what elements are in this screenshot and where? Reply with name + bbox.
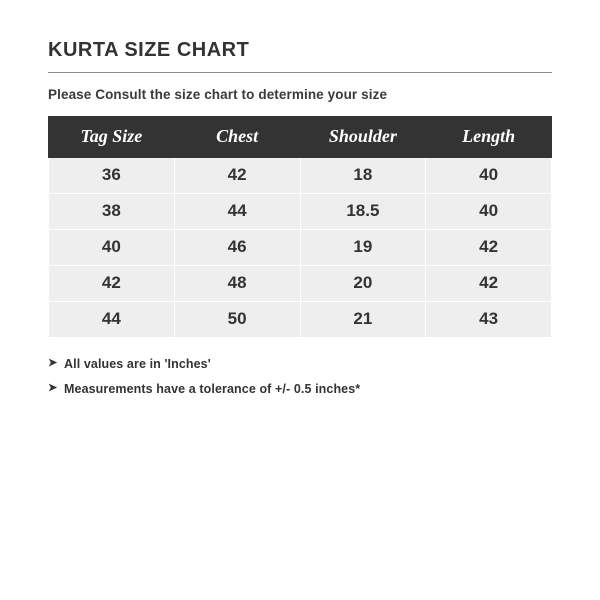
column-header-chest: Chest: [174, 117, 300, 158]
cell-shoulder: 18.5: [300, 194, 426, 230]
cell-length: 42: [426, 266, 552, 302]
cell-length: 40: [426, 194, 552, 230]
cell-tag-size: 42: [49, 266, 175, 302]
note-item: [48, 381, 552, 397]
size-chart-table: [48, 116, 552, 338]
cell-tag-size: 38: [49, 194, 175, 230]
page-title: KURTA SIZE CHART: [48, 39, 250, 61]
table-row: [49, 230, 552, 266]
table-header: [49, 117, 552, 158]
note-text: Measurements have a tolerance of +/- 0.5 inches*: [64, 382, 361, 397]
column-header-length: Length: [426, 117, 552, 158]
note-item: [48, 356, 552, 372]
cell-shoulder: 18: [300, 158, 426, 194]
notes-list: [48, 356, 552, 398]
table-header-row: [49, 117, 552, 158]
table-row: [49, 266, 552, 302]
table-body: [49, 158, 552, 338]
cell-chest: 46: [174, 230, 300, 266]
cell-length: 40: [426, 158, 552, 194]
column-header-tag-size: Tag Size: [49, 117, 175, 158]
table-row: [49, 302, 552, 338]
cell-chest: 42: [174, 158, 300, 194]
page-subtitle: Please Consult the size chart to determine your size: [48, 87, 388, 102]
cell-shoulder: 19: [300, 230, 426, 266]
cell-tag-size: 40: [49, 230, 175, 266]
cell-tag-size: 36: [49, 158, 175, 194]
cell-shoulder: 21: [300, 302, 426, 338]
column-header-shoulder: Shoulder: [300, 117, 426, 158]
cell-shoulder: 20: [300, 266, 426, 302]
table-row: [49, 158, 552, 194]
cell-tag-size: 44: [49, 302, 175, 338]
cell-length: 42: [426, 230, 552, 266]
title-divider: [48, 72, 552, 73]
table-row: [49, 194, 552, 230]
cell-chest: 48: [174, 266, 300, 302]
cell-length: 43: [426, 302, 552, 338]
note-text: All values are in 'Inches': [64, 357, 211, 371]
arrow-bullet-icon: ➤: [48, 382, 58, 395]
arrow-bullet-icon: ➤: [48, 357, 58, 369]
cell-chest: 50: [174, 302, 300, 338]
cell-chest: 44: [174, 194, 300, 230]
